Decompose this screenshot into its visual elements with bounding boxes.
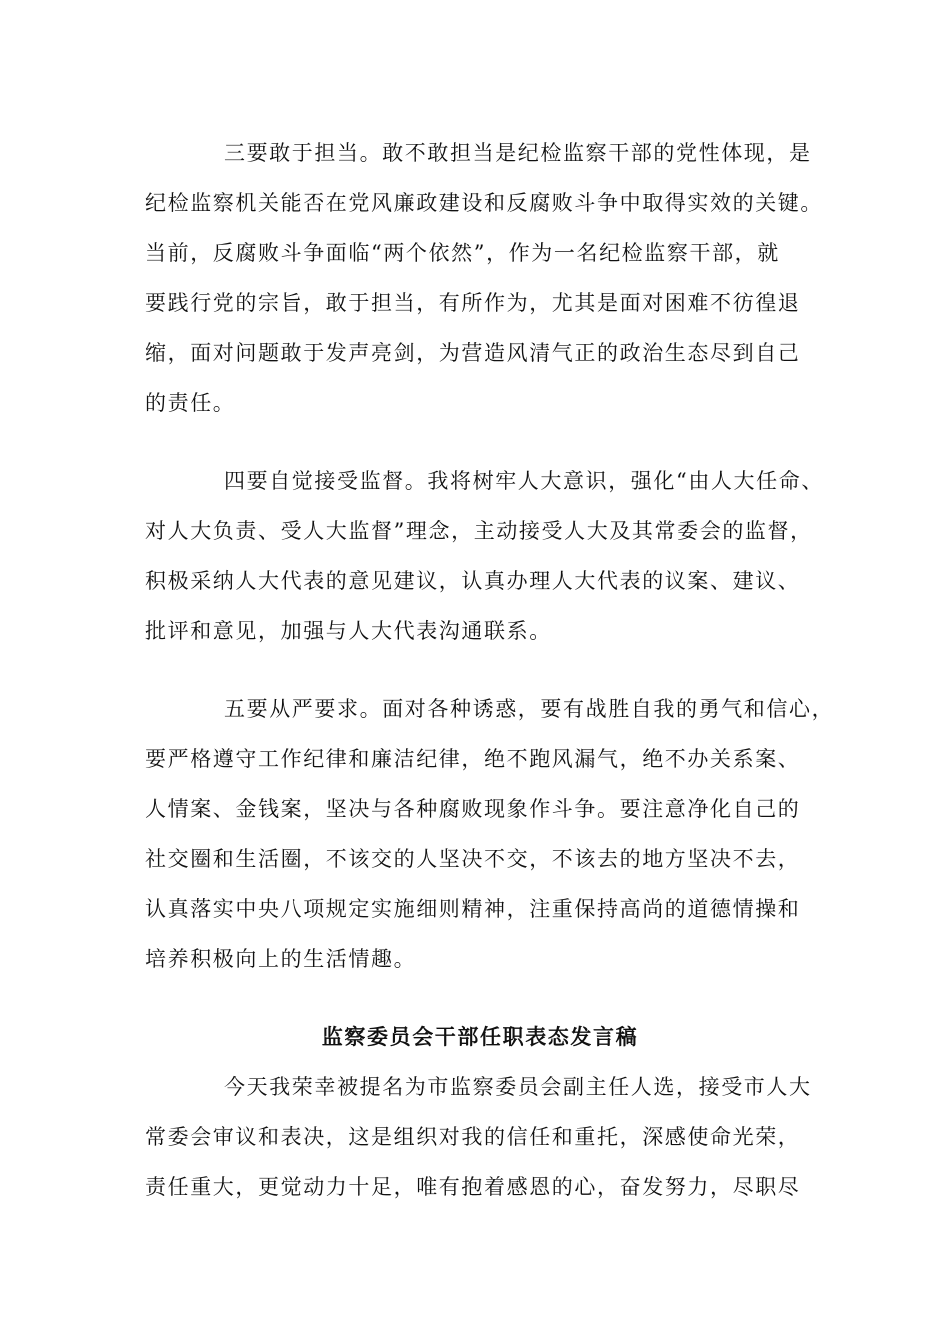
section-title: 监察委员会干部任职表态发言稿 [321, 1024, 639, 1049]
paragraph-line: 批评和意见，加强与人大代表沟通联系。 [145, 619, 552, 643]
paragraph-line: 培养积极向上的生活情趣。 [145, 947, 417, 971]
paragraph-line: 缩，面对问题敢于发声亮剑，为营造风清气正的政治生态尽到自己 [145, 341, 801, 365]
paragraph-line: 认真落实中央八项规定实施细则精神，注重保持高尚的道德情操和 [145, 897, 801, 921]
paragraph-line: 的责任。 [145, 391, 236, 415]
paragraph-spacer [145, 656, 815, 684]
paragraph-dare-to-take-responsibility [145, 128, 823, 428]
paragraph-nomination [145, 1062, 815, 1212]
paragraph-line: 要践行党的宗旨，敢于担当，有所作为，尤其是面对困难不彷徨退 [145, 291, 801, 315]
paragraph-line: 三要敢于担当。敢不敢担当是纪检监察干部的党性体现，是 [224, 141, 812, 165]
paragraph-line: 纪检监察机关能否在党风廉政建设和反腐败斗争中取得实效的关键。 [145, 191, 823, 215]
paragraph-line: 当前，反腐败斗争面临“两个依然”，作为一名纪检监察干部，就 [145, 241, 780, 265]
paragraph-line: 五要从严要求。面对各种诱惑，要有战胜自我的勇气和信心， [224, 697, 835, 721]
paragraph-strict-requirements [145, 684, 835, 984]
paragraph-line: 今天我荣幸被提名为市监察委员会副主任人选，接受市人大 [224, 1075, 812, 1099]
paragraph-line: 常委会审议和表决，这是组织对我的信任和重托，深感使命光荣， [145, 1125, 801, 1149]
paragraph-line: 对人大负责、受人大监督”理念，主动接受人大及其常委会的监督， [145, 519, 813, 543]
paragraph-line: 积极采纳人大代表的意见建议，认真办理人大代表的议案、建议、 [145, 569, 801, 593]
paragraph-line: 四要自觉接受监督。我将树牢人大意识，强化“由人大任命、 [224, 469, 824, 493]
paragraph-line: 责任重大，更觉动力十足，唯有抱着感恩的心，奋发努力，尽职尽 [145, 1175, 801, 1199]
title-spacer [145, 984, 815, 1012]
paragraph-line: 要严格遵守工作纪律和廉洁纪律，绝不跑风漏气，绝不办关系案、 [145, 747, 801, 771]
paragraph-line: 人情案、金钱案，坚决与各种腐败现象作斗争。要注意净化自己的 [145, 797, 801, 821]
paragraph-accept-supervision [145, 456, 824, 656]
paragraph-line: 社交圈和生活圈，不该交的人坚决不交，不该去的地方坚决不去， [145, 847, 801, 871]
paragraph-spacer [145, 428, 815, 456]
document-body [145, 128, 835, 1212]
